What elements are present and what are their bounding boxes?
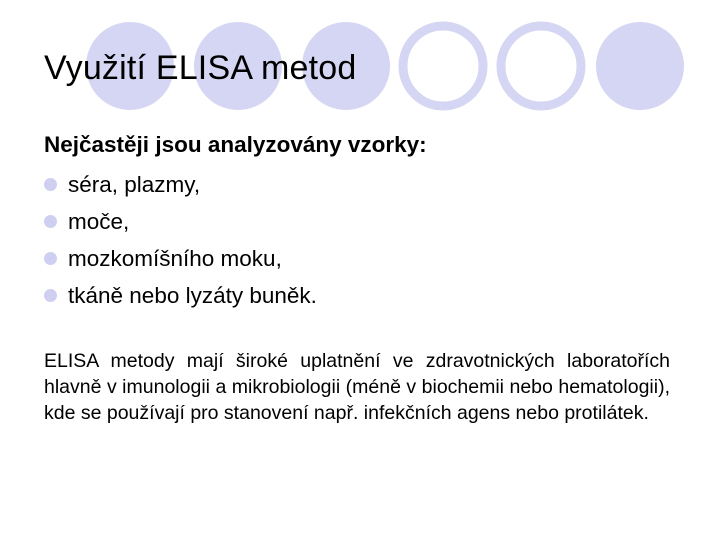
slide-title: Využití ELISA metod [44, 49, 357, 87]
bullet-icon [44, 289, 57, 302]
decorative-circle-4 [403, 26, 483, 106]
bullet-icon [44, 252, 57, 265]
list-item [44, 240, 317, 277]
list-item-text: mozkomíšního moku, [68, 245, 282, 271]
list-item-text: séra, plazmy, [68, 171, 201, 197]
list-item [44, 277, 317, 314]
list-item-text: tkáně nebo lyzáty buněk. [68, 282, 317, 308]
intro-heading: Nejčastěji jsou analyzovány vzorky: [44, 132, 427, 157]
sample-list [44, 166, 317, 314]
decorative-circle-5 [501, 26, 581, 106]
bullet-icon [44, 178, 57, 191]
list-item [44, 203, 317, 240]
decorative-circle-6 [596, 22, 684, 110]
list-item-text: moče, [68, 208, 130, 234]
body-paragraph: ELISA metody mají široké uplatnění ve zdravotnických laboratořích hlavně v imunologii a mikrobiologii (méně v biochemii nebo hematologii), kde se používají pro stanovení např. infekčních agens nebo protilátek. [44, 350, 670, 424]
list-item [44, 166, 317, 203]
bullet-icon [44, 215, 57, 228]
